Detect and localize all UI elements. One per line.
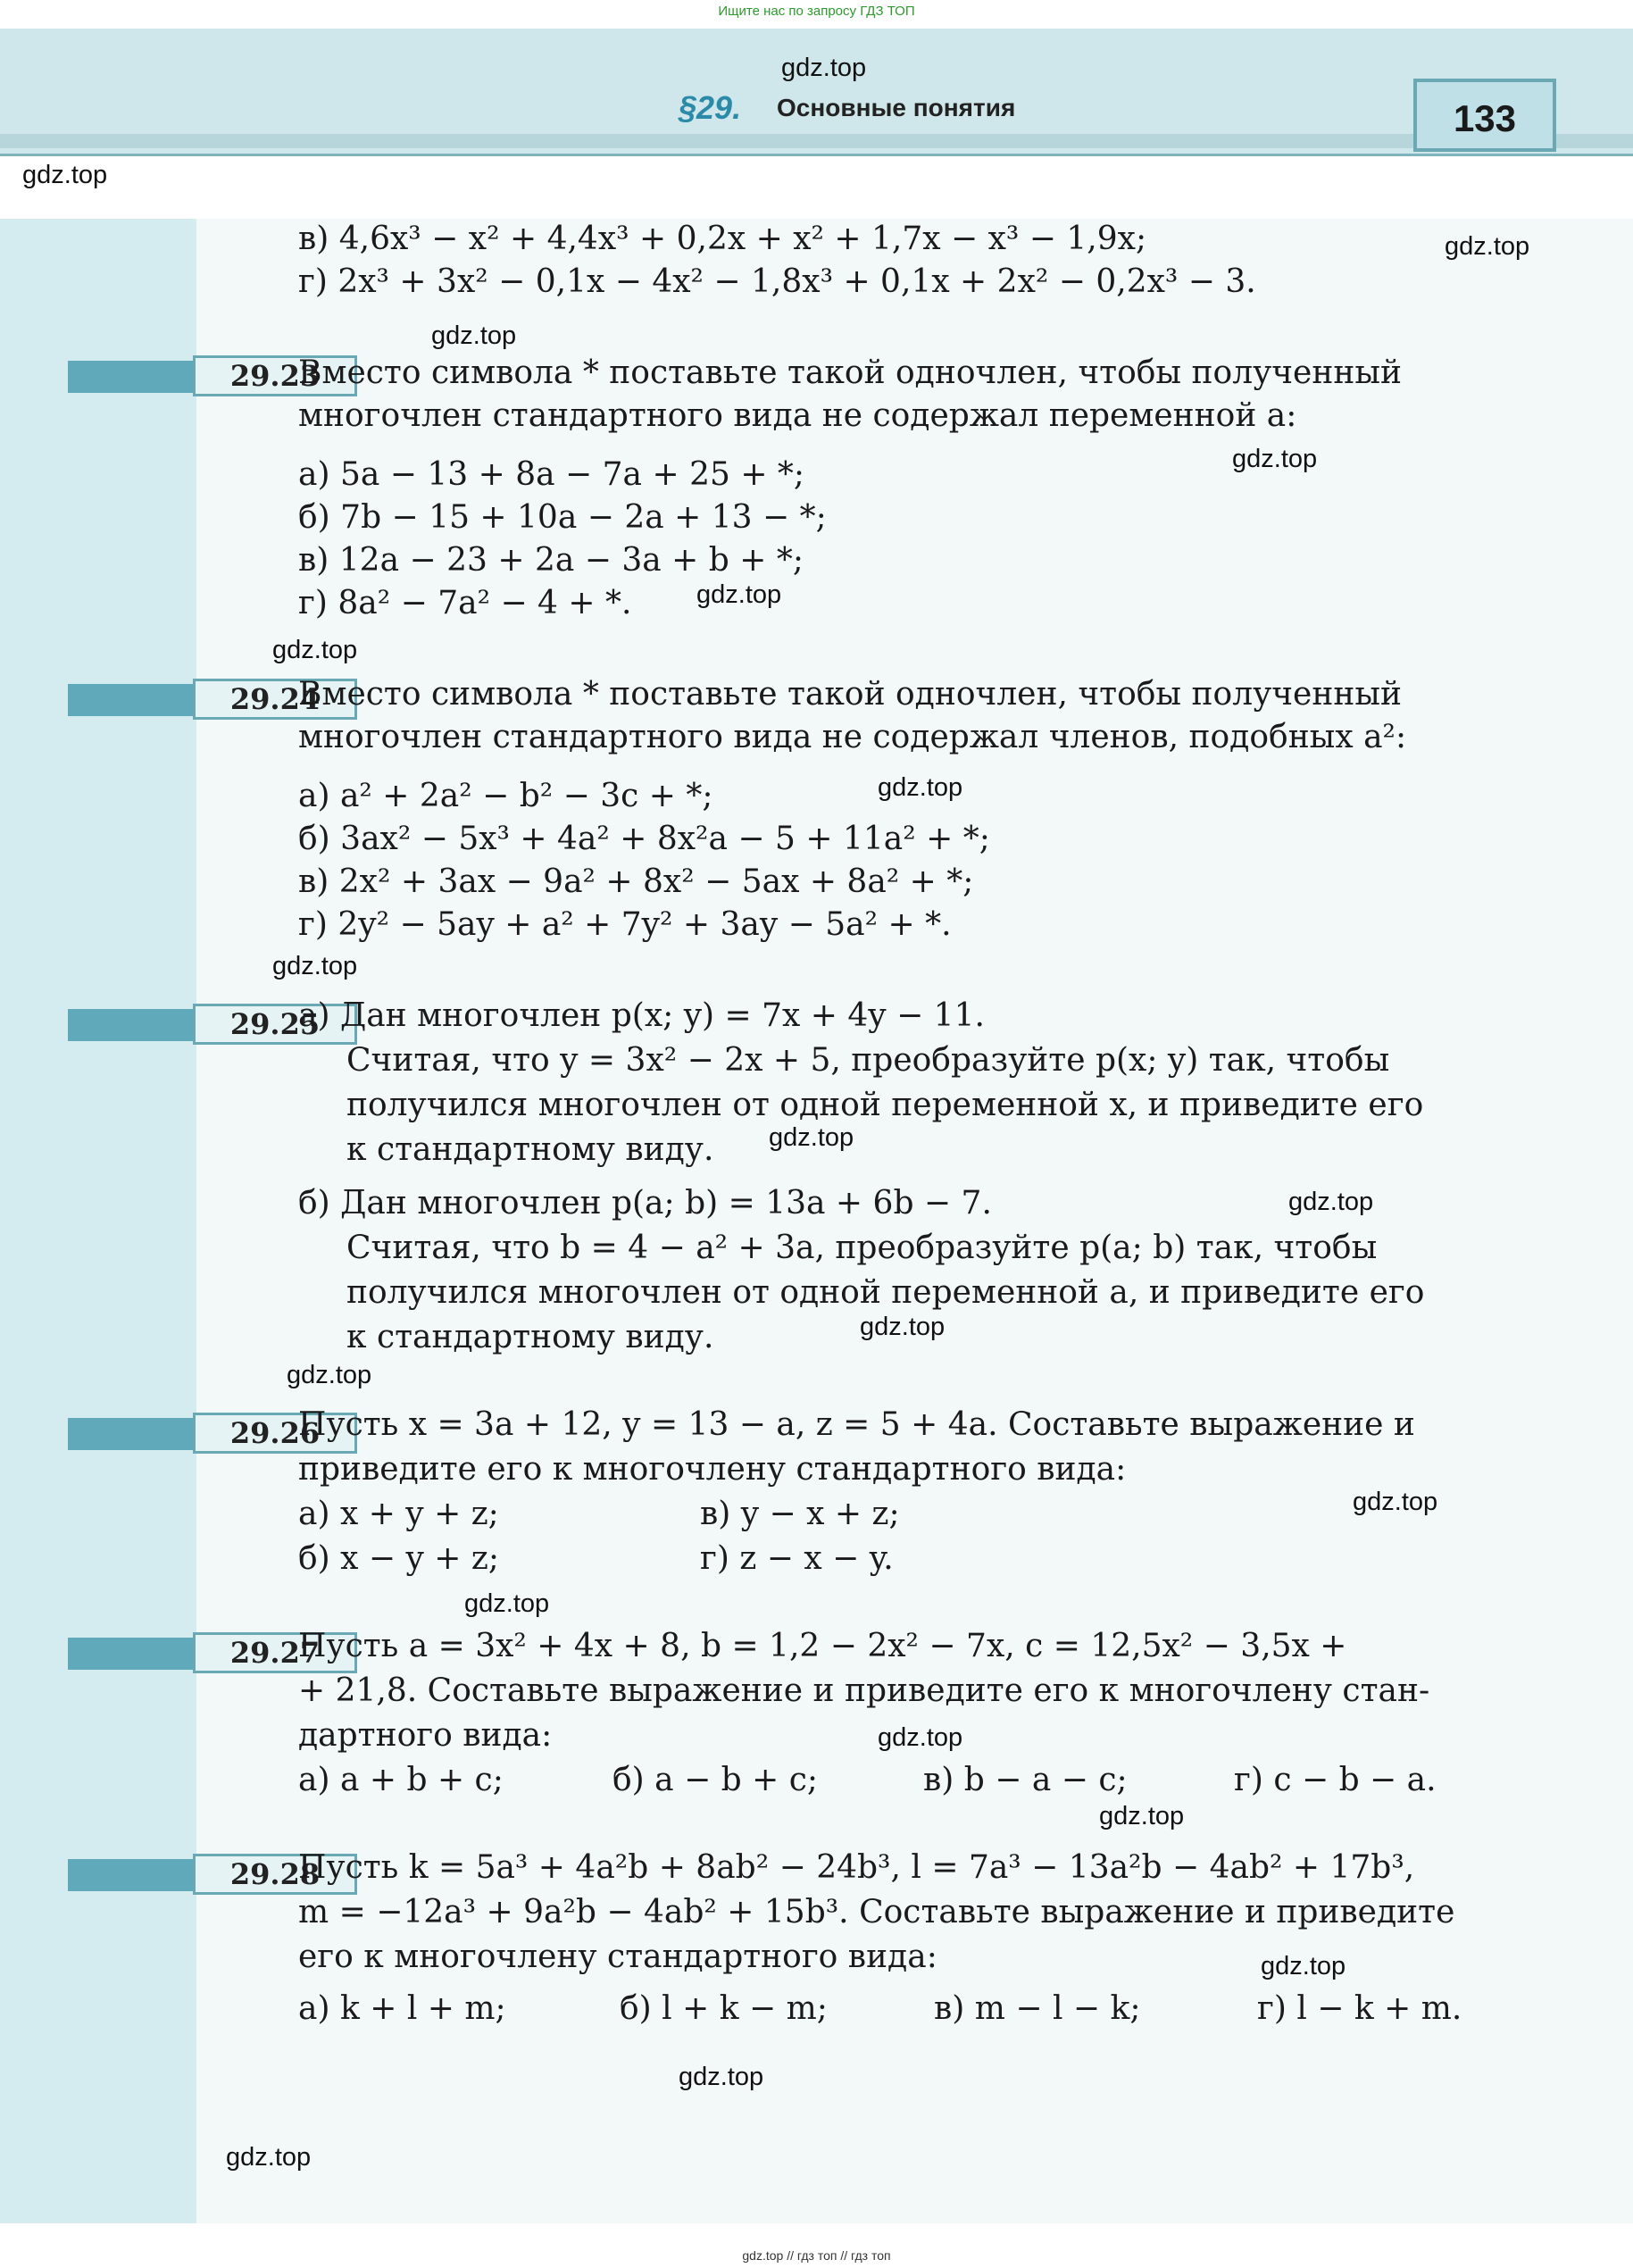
problem-line: + 21,8. Составьте выражение и приведите его к многочлену стан-: [298, 1672, 1430, 1709]
top-note: Ищите нас по запросу ГДЗ ТОП: [718, 4, 915, 19]
problem-line: а) Дан многочлен p(x; y) = 7x + 4y − 11.: [298, 997, 985, 1034]
problem-line: к стандартному виду.: [346, 1319, 714, 1355]
watermark: gdz.top: [226, 2143, 312, 2172]
problem-option: г) l − k + m.: [1257, 1990, 1462, 2027]
problem-line: получился многочлен от одной переменной a, и приведите его: [346, 1274, 1425, 1311]
problem-badge-bar: [68, 684, 202, 716]
problem-option: а) 5a − 13 + 8a − 7a + 25 + *;: [298, 456, 805, 493]
watermark: gdz.top: [860, 1313, 946, 1341]
watermark: gdz.top: [1288, 1188, 1374, 1216]
problem-badge-bar: [68, 1638, 202, 1670]
problem-badge: [68, 1632, 321, 1673]
problem-line: Пусть x = 3a + 12, y = 13 − a, z = 5 + 4a. Составьте выражение и: [298, 1406, 1415, 1443]
watermark: gdz.top: [696, 580, 782, 609]
problem-number: 29.23: [193, 355, 357, 396]
problem-line: Вместо символа * поставьте такой одночлен, чтобы полученный: [298, 676, 1402, 713]
problem-option: г) z − x − y.: [700, 1540, 894, 1577]
problem-option: в) 2x² + 3ax − 9a² + 8x² − 5ax + 8a² + *;: [298, 863, 974, 900]
section-number: §29.: [679, 89, 742, 126]
problem-number: 29.27: [193, 1632, 357, 1673]
header-band-shadow: [0, 134, 1633, 148]
problem-option: б) x − y + z;: [298, 1540, 499, 1577]
problem-option: а) x + y + z;: [298, 1496, 499, 1532]
problem-option: а) k + l + m;: [298, 1990, 506, 2027]
problem-line: дартного вида:: [298, 1717, 553, 1754]
problem-option: г) 8a² − 7a² − 4 + *.: [298, 585, 632, 621]
watermark: gdz.top: [878, 1723, 963, 1752]
problem-badge: [68, 1413, 321, 1454]
watermark: gdz.top: [272, 952, 358, 980]
watermark: gdz.top: [287, 1361, 372, 1389]
watermark: gdz.top: [878, 773, 963, 802]
watermark: gdz.top: [769, 1123, 854, 1152]
problem-line: Пусть k = 5a³ + 4a²b + 8ab² − 24b³, l = 7a³ − 13a²b − 4ab² + 17b³,: [298, 1849, 1415, 1886]
problem-line: приведите его к многочлену стандартного вида:: [298, 1451, 1127, 1488]
watermark: gdz.top: [679, 2063, 764, 2091]
problem-line: получился многочлен от одной переменной x, и приведите его: [346, 1087, 1424, 1123]
continuation-line: в) 4,6x³ − x² + 4,4x³ + 0,2x + x² + 1,7x − x³ − 1,9x;: [298, 221, 1147, 257]
problem-badge: [68, 1854, 321, 1895]
problem-line: Считая, что y = 3x² − 2x + 5, преобразуйте p(x; y) так, чтобы: [346, 1042, 1390, 1079]
problem-option: в) y − x + z;: [700, 1496, 900, 1532]
problem-badge-bar: [68, 361, 202, 393]
problem-line: Пусть a = 3x² + 4x + 8, b = 1,2 − 2x² − 7x, c = 12,5x² − 3,5x +: [298, 1628, 1347, 1664]
problem-number: 29.24: [193, 679, 357, 720]
problem-option: б) 3ax² − 5x³ + 4a² + 8x²a − 5 + 11a² + *;: [298, 821, 990, 857]
problem-line: его к многочлену стандартного вида:: [298, 1939, 937, 1975]
problem-number: 29.25: [193, 1004, 357, 1045]
problem-option: г) 2y² − 5ay + a² + 7y² + 3ay − 5a² + *.: [298, 906, 952, 943]
watermark: gdz.top: [1099, 1802, 1185, 1830]
page-left-strip: [0, 219, 196, 2223]
problem-option: б) 7b − 15 + 10a − 2a + 13 − *;: [298, 499, 827, 536]
header-rule: [0, 154, 1633, 156]
problem-option: в) b − a − c;: [923, 1762, 1128, 1798]
problem-option: в) 12a − 23 + 2a − 3a + b + *;: [298, 542, 804, 579]
problem-option: а) a² + 2a² − b² − 3c + *;: [298, 778, 713, 814]
continuation-line: г) 2x³ + 3x² − 0,1x − 4x² − 1,8x³ + 0,1x + 2x² − 0,2x³ − 3.: [298, 263, 1256, 300]
problem-option: б) l + k − m;: [620, 1990, 828, 2027]
watermark: gdz.top: [431, 321, 517, 350]
watermark: gdz.top: [464, 1589, 550, 1618]
problem-badge: [68, 355, 321, 396]
section-title: Основные понятия: [777, 94, 1016, 121]
problem-line: б) Дан многочлен p(a; b) = 13a + 6b − 7.: [298, 1185, 992, 1222]
watermark: gdz.top: [781, 54, 867, 82]
problem-badge-bar: [68, 1418, 202, 1450]
problem-line: многочлен стандартного вида не содержал переменной a:: [298, 397, 1297, 434]
problem-badge: [68, 1004, 321, 1045]
problem-number: 29.28: [193, 1854, 357, 1895]
problem-badge-bar: [68, 1009, 202, 1041]
problem-option: г) c − b − a.: [1234, 1762, 1437, 1798]
watermark: gdz.top: [22, 161, 108, 189]
problem-line: m = −12a³ + 9a²b − 4ab² + 15b³. Составьте выражение и приведите: [298, 1894, 1455, 1930]
page-number: 133: [1413, 79, 1556, 152]
problem-number: 29.26: [193, 1413, 357, 1454]
watermark: gdz.top: [1232, 445, 1318, 473]
problem-badge-bar: [68, 1859, 202, 1891]
watermark: gdz.top: [272, 636, 358, 664]
problem-line: Считая, что b = 4 − a² + 3a, преобразуйте p(a; b) так, чтобы: [346, 1230, 1378, 1266]
problem-badge: [68, 679, 321, 720]
problem-option: а) a + b + c;: [298, 1762, 504, 1798]
watermark: gdz.top: [1445, 232, 1530, 261]
problem-option: б) a − b + c;: [612, 1762, 819, 1798]
problem-line: многочлен стандартного вида не содержал членов, подобных a²:: [298, 719, 1407, 755]
problem-line: Вместо символа * поставьте такой одночлен, чтобы полученный: [298, 354, 1402, 391]
problem-option: в) m − l − k;: [934, 1990, 1141, 2027]
problem-line: к стандартному виду.: [346, 1131, 714, 1168]
watermark: gdz.top: [1261, 1952, 1346, 1980]
watermark: gdz.top: [1353, 1488, 1438, 1516]
bottom-note: gdz.top // гдз топ // гдз топ: [742, 2248, 891, 2263]
